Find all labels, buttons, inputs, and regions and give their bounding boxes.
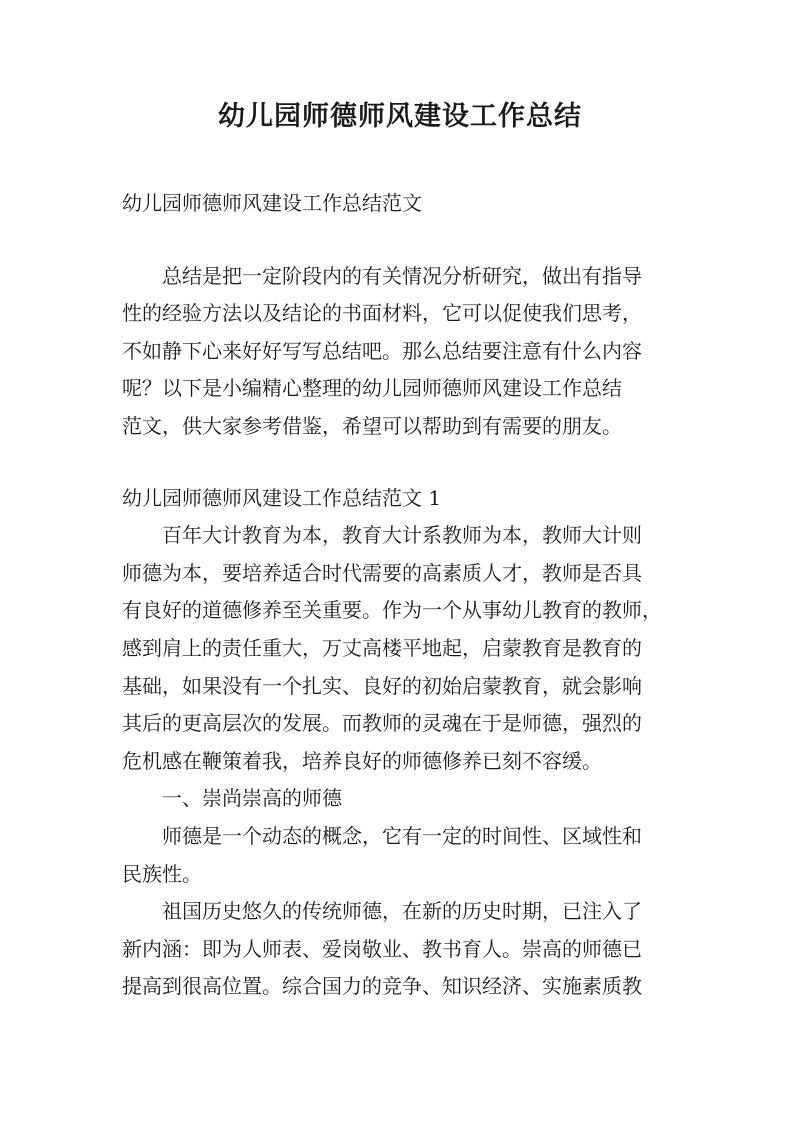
text-line: 提高到很高位置。综合国力的竞争、知识经济、实施素质教 — [122, 974, 642, 999]
body-paragraph-2 — [122, 818, 684, 893]
point-heading-1: 一、崇尚崇高的师德 — [162, 786, 342, 811]
text-line: 新内涵：即为人师表、爱岗敬业、教书育人。崇高的师德已 — [122, 936, 642, 961]
text-line: 不如静下心来好好写写总结吧。那么总结要注意有什么内容 — [122, 338, 642, 363]
text-line: 其后的更高层次的发展。而教师的灵魂在于是师德，强烈的 — [122, 711, 642, 736]
text-line: 有良好的道德修养至关重要。作为一个从事幼儿教育的教师， — [122, 598, 662, 623]
text-line: 感到肩上的责任重大，万丈高楼平地起，启蒙教育是教育的 — [122, 635, 642, 660]
document-subtitle: 幼儿园师德师风建设工作总结范文 — [122, 191, 422, 215]
text-line: 师德是一个动态的概念，它有一定的时间性、区域性和 — [162, 823, 642, 848]
text-line: 范文，供大家参考借鉴，希望可以帮助到有需要的朋友。 — [122, 413, 622, 438]
text-line: 师德为本，要培养适合时代需要的高素质人才，教师是否具 — [122, 560, 642, 585]
body-paragraph-3 — [122, 893, 684, 1006]
text-line: 性的经验方法以及结论的书面材料，它可以促使我们思考， — [122, 301, 642, 326]
document-title: 幼儿园师德师风建设工作总结 — [218, 101, 582, 132]
body-paragraph-1 — [122, 517, 684, 780]
text-line: 呢？以下是小编精心整理的幼儿园师德师风建设工作总结 — [122, 376, 622, 401]
text-line: 民族性。 — [122, 861, 202, 886]
text-line: 基础，如果没有一个扎实、良好的初始启蒙教育，就会影响 — [122, 673, 642, 698]
document-body — [122, 185, 684, 1006]
text-line: 总结是把一定阶段内的有关情况分析研究，做出有指导 — [162, 263, 642, 288]
text-line: 百年大计教育为本，教育大计系教师为本，教师大计则 — [162, 523, 642, 548]
text-line: 危机感在鞭策着我，培养良好的师德修养已刻不容缓。 — [122, 748, 602, 773]
section-heading: 幼儿园师德师风建设工作总结范文 1 — [122, 485, 442, 510]
intro-paragraph — [122, 258, 684, 446]
text-line: 祖国历史悠久的传统师德，在新的历史时期，已注入了 — [162, 899, 642, 924]
